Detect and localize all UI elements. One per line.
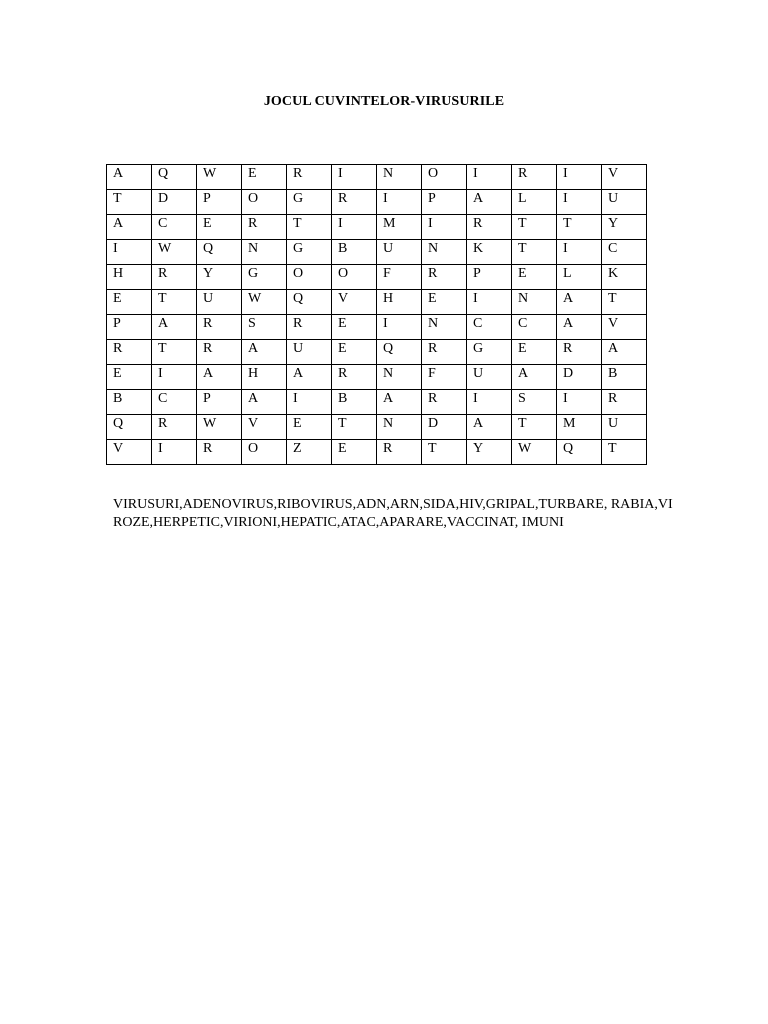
grid-cell: V bbox=[332, 290, 377, 315]
grid-cell: B bbox=[332, 240, 377, 265]
grid-cell: B bbox=[332, 390, 377, 415]
grid-cell: A bbox=[107, 165, 152, 190]
grid-cell: E bbox=[512, 340, 557, 365]
grid-cell: Q bbox=[287, 290, 332, 315]
grid-cell: K bbox=[467, 240, 512, 265]
grid-cell: R bbox=[512, 165, 557, 190]
grid-row bbox=[107, 440, 647, 465]
grid-cell: H bbox=[377, 290, 422, 315]
grid-row bbox=[107, 215, 647, 240]
grid-cell: S bbox=[512, 390, 557, 415]
grid-cell: P bbox=[197, 390, 242, 415]
grid-cell: T bbox=[557, 215, 602, 240]
grid-cell: A bbox=[107, 215, 152, 240]
grid-cell: T bbox=[422, 440, 467, 465]
grid-cell: R bbox=[422, 390, 467, 415]
grid-cell: Q bbox=[152, 165, 197, 190]
grid-cell: E bbox=[242, 165, 287, 190]
grid-cell: I bbox=[332, 215, 377, 240]
grid-cell: I bbox=[557, 190, 602, 215]
grid-cell: A bbox=[242, 340, 287, 365]
grid-cell: I bbox=[467, 390, 512, 415]
grid-cell: R bbox=[422, 340, 467, 365]
grid-row bbox=[107, 415, 647, 440]
grid-cell: I bbox=[557, 165, 602, 190]
grid-cell: R bbox=[467, 215, 512, 240]
grid-cell: B bbox=[602, 365, 647, 390]
grid-row bbox=[107, 265, 647, 290]
grid-cell: R bbox=[287, 315, 332, 340]
grid-cell: K bbox=[602, 265, 647, 290]
grid-cell: A bbox=[287, 365, 332, 390]
grid-cell: T bbox=[152, 290, 197, 315]
grid-cell: A bbox=[467, 415, 512, 440]
grid-cell: W bbox=[197, 415, 242, 440]
grid-cell: H bbox=[242, 365, 287, 390]
grid-cell: Z bbox=[287, 440, 332, 465]
grid-cell: D bbox=[557, 365, 602, 390]
grid-cell: O bbox=[287, 265, 332, 290]
grid-row bbox=[107, 190, 647, 215]
grid-cell: F bbox=[422, 365, 467, 390]
grid-cell: T bbox=[107, 190, 152, 215]
grid-cell: W bbox=[512, 440, 557, 465]
grid-cell: T bbox=[602, 290, 647, 315]
grid-cell: A bbox=[197, 365, 242, 390]
grid-cell: V bbox=[602, 165, 647, 190]
grid-cell: I bbox=[467, 290, 512, 315]
grid-cell: I bbox=[377, 315, 422, 340]
grid-cell: I bbox=[287, 390, 332, 415]
grid-cell: E bbox=[512, 265, 557, 290]
grid-cell: R bbox=[107, 340, 152, 365]
grid-cell: I bbox=[332, 165, 377, 190]
grid-cell: Q bbox=[197, 240, 242, 265]
grid-cell: G bbox=[287, 240, 332, 265]
word-list: VIRUSURI,ADENOVIRUS,RIBOVIRUS,ADN,ARN,SIDA,HIV,GRIPAL,TURBARE, RABIA,VIROZE,HERPETIC,VIRIONI,HEPATIC,ATAC,APARARE,VACCINAT, IMUNI bbox=[113, 497, 673, 530]
grid-cell: I bbox=[557, 390, 602, 415]
grid-cell: W bbox=[197, 165, 242, 190]
grid-cell: C bbox=[152, 390, 197, 415]
grid-cell: I bbox=[152, 365, 197, 390]
grid-cell: N bbox=[377, 415, 422, 440]
grid-cell: V bbox=[602, 315, 647, 340]
grid-cell: R bbox=[422, 265, 467, 290]
grid-cell: T bbox=[512, 415, 557, 440]
grid-cell: U bbox=[377, 240, 422, 265]
grid-cell: E bbox=[332, 315, 377, 340]
grid-cell: P bbox=[107, 315, 152, 340]
grid-cell: O bbox=[422, 165, 467, 190]
grid-cell: Q bbox=[377, 340, 422, 365]
grid-cell: T bbox=[152, 340, 197, 365]
grid-cell: E bbox=[332, 340, 377, 365]
grid-cell: O bbox=[242, 440, 287, 465]
grid-cell: I bbox=[107, 240, 152, 265]
grid-cell: O bbox=[332, 265, 377, 290]
grid-cell: E bbox=[422, 290, 467, 315]
grid-cell: N bbox=[377, 165, 422, 190]
grid-cell: C bbox=[152, 215, 197, 240]
grid-cell: R bbox=[152, 415, 197, 440]
grid-cell: N bbox=[242, 240, 287, 265]
grid-cell: B bbox=[107, 390, 152, 415]
grid-cell: E bbox=[107, 365, 152, 390]
grid-cell: S bbox=[242, 315, 287, 340]
grid-row bbox=[107, 315, 647, 340]
grid-cell: C bbox=[512, 315, 557, 340]
grid-row bbox=[107, 240, 647, 265]
grid-cell: A bbox=[557, 315, 602, 340]
grid-row bbox=[107, 390, 647, 415]
grid-row bbox=[107, 365, 647, 390]
grid-row bbox=[107, 165, 647, 190]
grid-cell: E bbox=[197, 215, 242, 240]
grid-cell: T bbox=[602, 440, 647, 465]
grid-cell: T bbox=[512, 215, 557, 240]
grid-cell: U bbox=[197, 290, 242, 315]
grid-cell: U bbox=[287, 340, 332, 365]
grid-cell: R bbox=[197, 440, 242, 465]
grid-cell: Y bbox=[467, 440, 512, 465]
grid-cell: E bbox=[107, 290, 152, 315]
grid-cell: G bbox=[467, 340, 512, 365]
grid-cell: F bbox=[377, 265, 422, 290]
grid-cell: P bbox=[422, 190, 467, 215]
grid-cell: D bbox=[152, 190, 197, 215]
grid-cell: Q bbox=[107, 415, 152, 440]
grid-cell: D bbox=[422, 415, 467, 440]
grid-cell: A bbox=[602, 340, 647, 365]
grid-cell: L bbox=[512, 190, 557, 215]
grid-cell: R bbox=[557, 340, 602, 365]
grid-cell: A bbox=[467, 190, 512, 215]
grid-cell: T bbox=[332, 415, 377, 440]
grid-cell: M bbox=[377, 215, 422, 240]
grid-cell: C bbox=[467, 315, 512, 340]
grid-cell: Q bbox=[557, 440, 602, 465]
grid-cell: N bbox=[512, 290, 557, 315]
grid-cell: U bbox=[602, 415, 647, 440]
grid-cell: U bbox=[602, 190, 647, 215]
grid-cell: N bbox=[422, 315, 467, 340]
grid-cell: R bbox=[197, 315, 242, 340]
grid-cell: R bbox=[377, 440, 422, 465]
grid-cell: I bbox=[467, 165, 512, 190]
grid-cell: P bbox=[467, 265, 512, 290]
grid-cell: C bbox=[602, 240, 647, 265]
grid-cell: I bbox=[422, 215, 467, 240]
grid-cell: O bbox=[242, 190, 287, 215]
grid-cell: G bbox=[242, 265, 287, 290]
grid-row bbox=[107, 340, 647, 365]
grid-cell: Y bbox=[602, 215, 647, 240]
grid-cell: A bbox=[512, 365, 557, 390]
grid-cell: G bbox=[287, 190, 332, 215]
page-title: JOCUL CUVINTELOR-VIRUSURILE bbox=[263, 94, 505, 109]
word-search-grid bbox=[106, 164, 647, 465]
grid-cell: V bbox=[242, 415, 287, 440]
grid-cell: T bbox=[512, 240, 557, 265]
grid-cell: M bbox=[557, 415, 602, 440]
grid-cell: I bbox=[377, 190, 422, 215]
grid-cell: A bbox=[242, 390, 287, 415]
grid-cell: I bbox=[557, 240, 602, 265]
grid-cell: R bbox=[197, 340, 242, 365]
grid-cell: R bbox=[332, 190, 377, 215]
grid-cell: W bbox=[152, 240, 197, 265]
grid-cell: A bbox=[557, 290, 602, 315]
grid-cell: R bbox=[332, 365, 377, 390]
grid-cell: R bbox=[152, 265, 197, 290]
grid-row bbox=[107, 290, 647, 315]
grid-cell: E bbox=[287, 415, 332, 440]
grid-cell: L bbox=[557, 265, 602, 290]
grid-cell: N bbox=[422, 240, 467, 265]
grid-cell: T bbox=[287, 215, 332, 240]
grid-cell: V bbox=[107, 440, 152, 465]
grid-cell: Y bbox=[197, 265, 242, 290]
grid-cell: R bbox=[242, 215, 287, 240]
grid-cell: U bbox=[467, 365, 512, 390]
grid-cell: H bbox=[107, 265, 152, 290]
grid-cell: A bbox=[152, 315, 197, 340]
grid-cell: E bbox=[332, 440, 377, 465]
grid-cell: R bbox=[287, 165, 332, 190]
grid-cell: N bbox=[377, 365, 422, 390]
grid-cell: A bbox=[377, 390, 422, 415]
grid-cell: P bbox=[197, 190, 242, 215]
grid-cell: I bbox=[152, 440, 197, 465]
grid-cell: R bbox=[602, 390, 647, 415]
grid-cell: W bbox=[242, 290, 287, 315]
